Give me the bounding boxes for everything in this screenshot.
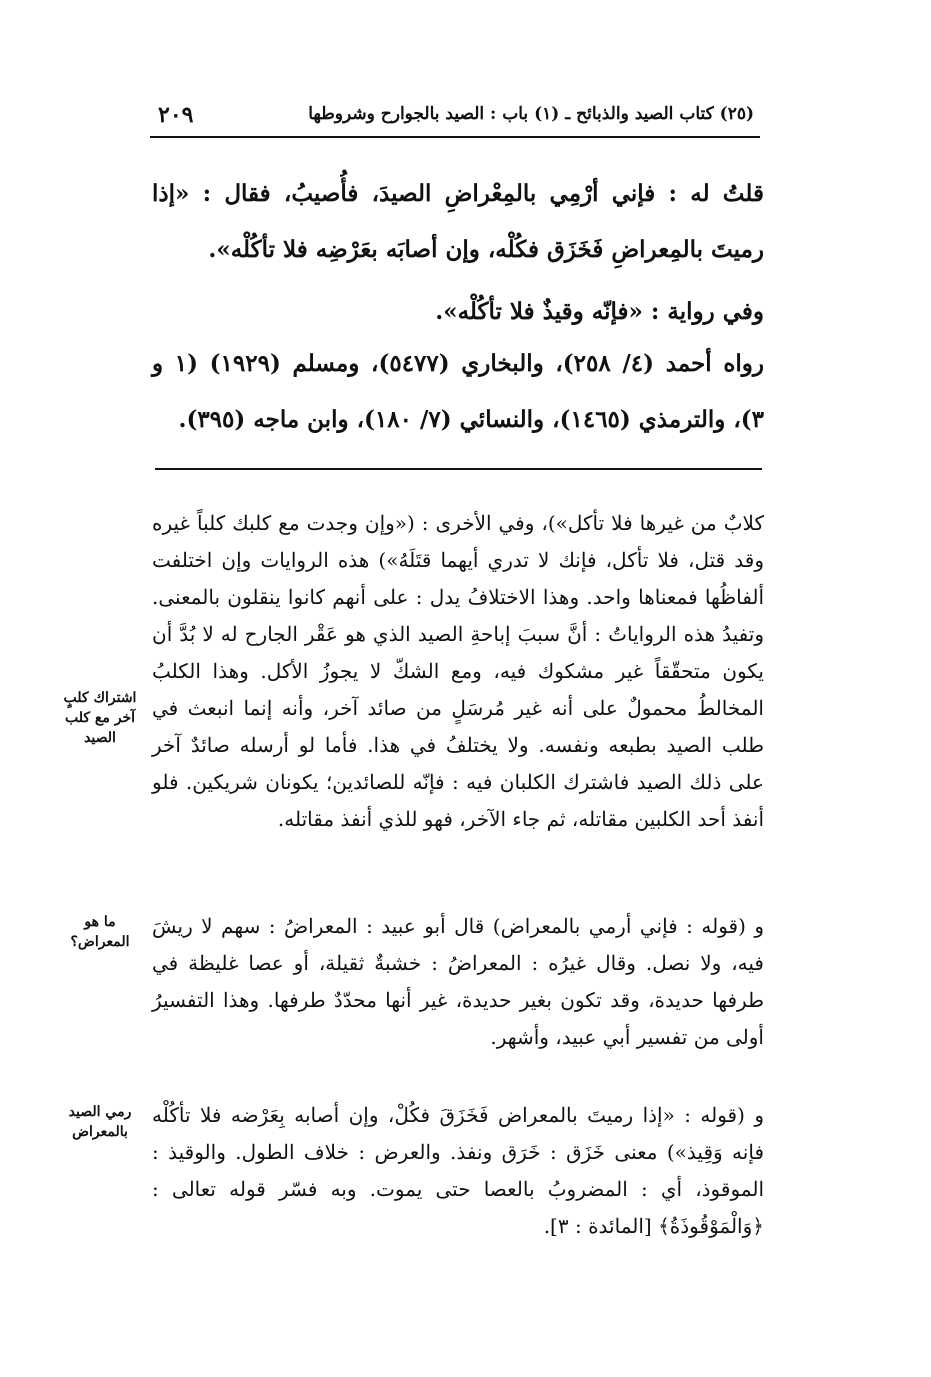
section-divider — [155, 468, 762, 470]
commentary-paragraph-3: و (قوله : «إذا رميتَ بالمعراض فَخَزَقَ فكُلْ، وإن أصابه بِعَرْضه فلا تأكُلْه فإنه وَقِيذ») معنى خَزَق : خَرَق ونفذ. والعرض : خلاف الطول. والوقيذ : الموقوذ، أي : المضروبُ بالعصا حتى يموت. وبه فسّر قوله تعالى : ﴿وَالْمَوْقُوذَةُ﴾ [المائدة : ٣]. — [152, 1103, 764, 1238]
commentary-paragraph-1: كلابٌ من غيرها فلا تأكل»)، وفي الأخرى : («وإن وجدت مع كلبك كلباً غيره وقد قتل، فلا تأكل، فإنك لا تدري أيهما قتَلَهُ») هذه الروايات وإن اختلفت ألفاظُها فمعناها واحد. وهذا الاختلافُ يدل : على أنهم كانوا ينقلون بالمعنى. وتفيدُ هذه الرواياتُ : أنَّ سببَ إباحةِ الصيد الذي هو عَقْر الجارح له لا بُدَّ أن يكون متحقّقاً غير مشكوك فيه، ومع الشكّ لا يجوزُ الأكل. وهذا الكلبُ المخالطُ محمولٌ على أنه غير مُرسَلٍ من صائد آخر، وأنه إنما انبعث في طلب الصيد بطبعه ونفسه. ولا يختلفُ في هذا. فأما لو أرسله صائدٌ آخر على ذلك الصيد فاشترك الكلبان فيه : فإنّه للصائدين؛ يكونان شريكين. فلو أنفذ أحد الكلبين مقاتله، ثم جاء الآخر، فهو للذي أنفذ مقاتله. — [152, 511, 764, 831]
hadith-text: قلتُ له : فإني أرْمِي بالمِعْراضِ الصيدَ، فأُصيبُ، فقال : «إذا رميتَ بالمِعراضِ فَخَزَق فكُلْه، وإن أصابَه بعَرْضِه فلا تأكُلْه». — [152, 180, 764, 263]
hadith-sources: رواه أحمد (٤/ ٢٥٨)، والبخاري (٥٤٧٧)، ومسلم (١٩٢٩) (١ و ٣)، والترمذي (١٤٦٥)، والنسائي (٧/ ١٨٠)، وابن ماجه (٣٩٥). — [152, 350, 764, 433]
page-header — [150, 100, 760, 138]
commentary-paragraph-2: و (قوله : فإني أرمي بالمعراض) قال أبو عبيد : المعراضُ : سهم لا ريشَ فيه، ولا نصل. وقال غيرُه : المعراضُ : خشبةٌ ثقيلة، أو عصا غليظة في طرفها حديدة، وقد تكون بغير حديدة، غير أنها محدّدٌ طرفها. وهذا التفسيرُ أولى من تفسير أبي عبيد، وأشهر. — [152, 914, 764, 1049]
hadith-variant: وفي رواية : «فإنّه وقيذٌ فلا تأكُلْه». — [435, 298, 764, 325]
margin-note-dog-sharing: اشتراك كلبٍ آخر مع كلب الصيد — [63, 690, 137, 746]
running-title: (٢٥) كتاب الصيد والذبائح ـ (١) باب : الصيد بالجوارح وشروطها — [308, 104, 754, 124]
margin-note-what-is-miraad: ما هو المعراض؟ — [70, 914, 130, 950]
margin-note-shooting-with-miraad: رمي الصيد بالمعراض — [68, 1104, 132, 1140]
page-number: ٢٠٩ — [158, 102, 194, 128]
